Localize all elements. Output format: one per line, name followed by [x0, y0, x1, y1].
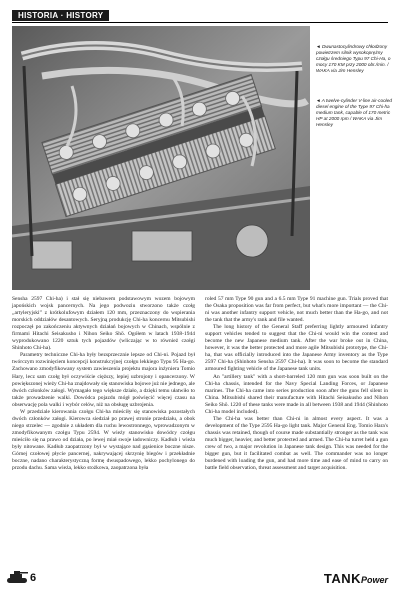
- page-footer: [0, 566, 400, 591]
- paragraph: The long history of the General Staff preferring lightly armoured infantry support vehicles tended to suggest that the Chi-ni would win the contest and become the new Japanese medium tank. After the war broke out in China, however, it was the better protected and more agile Mitsubishi prototype, the Chi-ha, that was officially introduced into the Japanese Army inventory as the Type 2597 Chi-ha (Shinhoto Sensha 2597 Chi-ha). It was soon to become the standard armoured fighting vehicle of the Japanese tank units.: [205, 324, 388, 373]
- paragraph: W przedziale kierowania czołgu Chi-ha mieściły się stanowiska pozostałych dwóch członków załogi. Kierowca siedział po prawej stronie przedziału, a obok niego strzelec — zgodnie z układem dla ruchu lewostronnego, wprowadzonym w zmodyfikowanym czołgu Typu 2594. W wieży stanowisko dowódcy czołgu mieściło się na prawo od działa, po lewej miał swoje ładowniczy. Kadłub i wieża były nitowane. Kadłub zaopatrzony był w wystające nad gąsienice boczne nisze. Górnej czołowej płycie pancernej, nakrywającej skrzynię biegów i przekładnie boczne, nadano charakterystyczną formę dwuspadowego, lekko pochylonego do przodu dachu. Sama wieża, lekko stożkowa, zaopatrzona była: [12, 408, 195, 472]
- logo-power-text: Power: [360, 575, 388, 585]
- paragraph: Parametry techniczne Chi-ha były bezsprzecznie lepsze od Chi-ni. Pojazd był twórczym rozwinięciem koncepcji konstrukcyjnej czołgu lekkiego Typu 95 Ha-go. Zachowano zmodyfikowany system zawieszenia projektu majora inżyniera Tomio Hary, lecz sam czołg był oczywiście cięższy, lepiej uzbrojony i opancerzony. W powiększonej wieży Chi-ha znajdowały się stanowiska bojowe już nie jednego, ale dwóch członków załogi. Wymagało tego większe działo, a dzięki temu ułatwiło to także prowadzenie walki. Dowódca pojazdu mógł poświęcić więcej czasu na obserwację pola walki i wybór celów, niż na obsługę uzbrojenia.: [12, 352, 195, 408]
- magazine-logo: [324, 570, 388, 586]
- photo-caption-english: ◄ A twelve-cylinder V-line air-cooled diesel engine of the Type 97 Chi-ha medium tank, capable of 170 metric HP at 2000 rpm / WAKA via Jim Hensley: [316, 98, 392, 127]
- paragraph: The Chi-ha was better than Chi-ni in almost every aspect. It was a development of the Type 2595 Ha-go light tank. Major General Eng. Tomio Hara's chassis was retained, though of course made substantially stronger as the tank was much bigger, heavier, and better protected and armed. The Chi-ha turret held a gun crew of two, a major revolution in Japanese tank design. This was needed for the bigger gun, but it facilitated combat as well. The commander was no longer burdened with loading the gun, and had more time and ease of mind to carry on battle field observation, threat assessment and target acquisition.: [205, 415, 388, 472]
- section-header: [12, 10, 388, 23]
- text-column-english: [205, 296, 388, 472]
- engine-illustration: [12, 26, 310, 290]
- paragraph: roled 57 mm Type 90 gun and a 6.5 mm Type 91 machine gun. Trials proved that the Osaka proposition was far from perfect, but what's more important — the Chi-ni was another infantry support vehicle, not much better than the Ha-go, and not the tank that the army's rank and file wanted.: [205, 296, 388, 324]
- engine-photo: [12, 26, 310, 290]
- section-title: HISTORIA · HISTORY: [12, 10, 109, 21]
- logo-tank-text: TANK: [323, 571, 361, 586]
- page-number: 6: [30, 572, 37, 584]
- text-column-polish: [12, 296, 195, 472]
- paragraph: An "artillery tank" with a short-barreled 120 mm gun was soon built on the Chi-ha chassis, intended for the Navy Special Landing Forces, or Japanese marines. The Chi-ha came into series production soon after the guns fell silent in China. Mitsubishi shared their manufacture with Hitachi Seisakusho and Nihon Seiko Shō. 1220 of these tanks were made in all between 1938 and 1944 (Shinhoto Chi-ha model included).: [205, 373, 388, 415]
- photo-caption-polish: ◄ Dwunastocylindrowy chłodzony powietrzem silnik wysokoprężny czołgu średniego Typu 97 Chi-Ha, o mocy 170 KM przy 2000 obr./min. / WAKA via Jim Hensley: [316, 44, 391, 73]
- tank-icon: [6, 570, 28, 584]
- paragraph: Sensha 2597 Chi-ha) i stał się niebawem podstawowym wozem bojowym japońskich wojsk pancernych. Na jego podwoziu stworzono także czołg „artyleryjski” z krótkolufowym działem 120 mm, przeznaczony do wspierania morskich oddziałów desantowych. Seryjną produkcję Chi-ha koncernu Mitsubishi rozpoczęł po zakończeniu aktywnych działań bojowych w Chinach, wspólnie z firmami Hitachi Seisakusho i Nihon Seiko Shō. Ogółem w latach 1938-1944 wyprodukowano 1220 sztuk tych pojazdów (wliczając w to również czołgi Shinhoto Chi-ha).: [12, 296, 195, 352]
